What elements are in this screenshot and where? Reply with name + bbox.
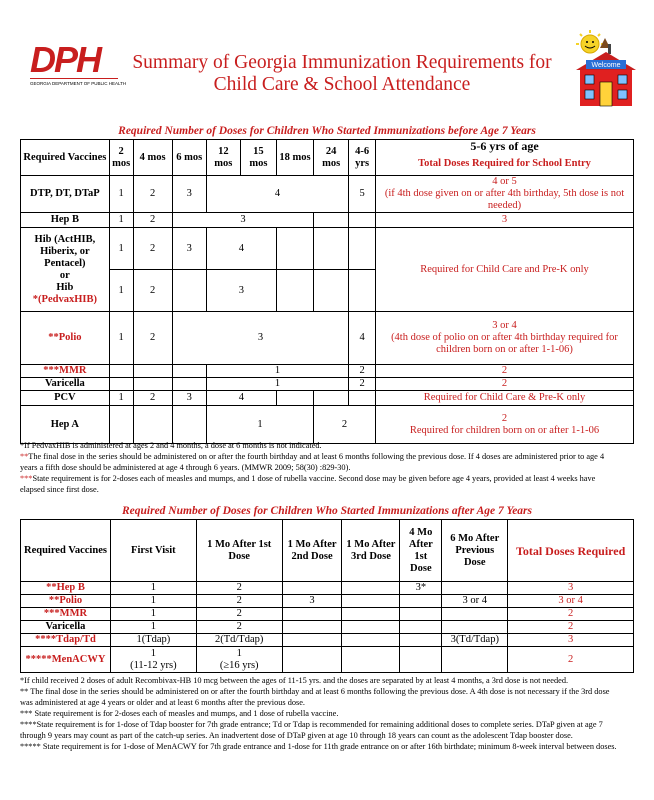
cell: 1 [109, 270, 133, 312]
row-name: Varicella [21, 378, 110, 391]
total-cell: Required for Child Care and Pre-K only [376, 228, 634, 312]
col-total-doses: Total Doses Required [508, 520, 634, 582]
note-mmr: ***State requirement is for 2-doses each of measles and mumps, and 1 dose of rubella vaccine. Second dose may be given before age 4 years, provided at least 4 weeks have elapsed since first dose. [20, 474, 596, 494]
title-line-1: Summary of Georgia Immunization Requirements for [132, 52, 552, 73]
cell [109, 365, 133, 378]
school-house-icon [568, 30, 642, 110]
cell: 2 [133, 176, 172, 213]
table-row [21, 176, 634, 213]
cell-value: 1 [236, 647, 242, 659]
row-name-text: *****MenACWY [25, 653, 106, 665]
cell: 1 [110, 608, 196, 621]
total-cell: Required for Child Care & Pre-K only [376, 391, 634, 406]
cell [196, 647, 282, 673]
row-name: ***MMR [21, 365, 110, 378]
cell [342, 582, 400, 595]
total-cell [376, 176, 634, 213]
table-row [21, 582, 634, 595]
col-6mo-after-previous: 6 Mo After Previous Dose [442, 520, 508, 582]
cell [342, 608, 400, 621]
col-1mo-after-1st: 1 Mo After 1st Dose [196, 520, 282, 582]
row-name-text: ****Tdap/Td [35, 634, 96, 645]
cell: 1 [206, 365, 348, 378]
row-name-text: **Polio [48, 595, 83, 606]
cell [314, 213, 349, 228]
welcome-sign: Welcome [591, 62, 621, 69]
total-value: 2 [501, 412, 508, 424]
cell: 4 [349, 312, 376, 365]
table-row [21, 634, 634, 647]
header [0, 0, 654, 120]
cell [314, 391, 349, 406]
cell [172, 378, 206, 391]
cell: 3(Td/Tdap) [442, 634, 508, 647]
cell: 1 [110, 621, 196, 634]
cell [172, 365, 206, 378]
cell: 2 [349, 365, 376, 378]
total-cell [376, 312, 634, 365]
col-12mos: 12 mos [206, 140, 240, 176]
cell: 1 [109, 176, 133, 213]
cell: 3 [172, 312, 348, 365]
col-first-visit: First Visit [110, 520, 196, 582]
total-cell: 2 [508, 621, 634, 634]
table-row [21, 213, 634, 228]
col-4mo-after-1st: 4 Mo After 1st Dose [400, 520, 442, 582]
total-cell: 3 [508, 582, 634, 595]
total-cell: 2 [376, 378, 634, 391]
cell: 2 [133, 391, 172, 406]
cell [400, 595, 442, 608]
hib-name-c: *(PedvaxHIB) [32, 293, 97, 305]
cell [349, 213, 376, 228]
cell: 2 [133, 213, 172, 228]
table-row [21, 621, 634, 634]
cell: 2 [133, 312, 172, 365]
cell [172, 406, 206, 444]
row-name [21, 608, 111, 621]
total-value: 3 or 4 [492, 320, 517, 331]
cell: 4 [206, 391, 276, 406]
table-row [21, 391, 634, 406]
cell-value: 1 [150, 647, 156, 659]
cell: 2 [314, 406, 376, 444]
cell: 3 [172, 213, 313, 228]
cell [110, 647, 196, 673]
cell [282, 634, 342, 647]
hib-or: or [59, 269, 70, 281]
total-cell: 3 [508, 634, 634, 647]
row-name [21, 647, 111, 673]
cell: 3 [172, 176, 206, 213]
cell: 3 [172, 228, 206, 270]
row-name: PCV [21, 391, 110, 406]
cell [342, 595, 400, 608]
note-hepb: *If child received 2 doses of adult Recombivax-HB 10 mcg between the ages of 11-15 yrs. and the doses are separated by at least 4 months, a 3rd dose is not needed. [20, 676, 569, 685]
cell [400, 608, 442, 621]
page-title [132, 52, 552, 96]
note-mmr2: *** State requirement is for 2-doses each of measles and mumps, and 1 dose of rubella vaccine. [20, 709, 339, 718]
row-name: Hep A [21, 406, 110, 444]
table-row [21, 312, 634, 365]
notes2 [20, 675, 620, 752]
col-required-vaccines: Required Vaccines [21, 520, 111, 582]
cell: 1 [109, 213, 133, 228]
cell [442, 582, 508, 595]
cell: 1(Tdap) [110, 634, 196, 647]
row-name [21, 634, 111, 647]
table-row [21, 378, 634, 391]
cell [342, 621, 400, 634]
cell [109, 406, 133, 444]
cell [442, 608, 508, 621]
cell: 2 [133, 228, 172, 270]
note-polio: **The final dose in the series should be administered on or after the fourth birthday and at least 6 months following the previous dose. If 4 doses are administered prior to age 4 years a fifth dose should be administered at age 4 through 6 years. (MMWR 2009; 58(30) :829-30). [20, 452, 605, 472]
col-total [376, 140, 634, 176]
cell [276, 391, 313, 406]
col-4mos: 4 mos [133, 140, 172, 176]
row-name: Varicella [21, 621, 111, 634]
note-tdap: ****State requirement is for 1-dose of Tdap booster for 7th grade entrance; Td or Tdap is recommended for remaining additional doses to complete series. DTaP given at age 7 through 9 years may count as part of the catch-up series. An inadvertent dose of DTaP given at age 10 through 18 years can count as the adolescent Tdap booster dose. [20, 720, 603, 740]
cell [314, 228, 349, 270]
cell [282, 608, 342, 621]
logo-text: DPH [30, 39, 101, 80]
cell [133, 378, 172, 391]
row-name-text: ***MMR [43, 608, 88, 619]
cell [133, 406, 172, 444]
cell [133, 365, 172, 378]
cell [442, 647, 508, 673]
cell: 1 [109, 312, 133, 365]
table-row [21, 365, 634, 378]
col-6mos: 6 mos [172, 140, 206, 176]
row-name-text: *Hep B [51, 582, 85, 593]
total-cell: 3 [376, 213, 634, 228]
table-row [21, 228, 634, 270]
cell: 3 [172, 391, 206, 406]
total-note: (if 4th dose given on or after 4th birthday, 5th dose is not needed) [384, 188, 625, 211]
table-row [21, 647, 634, 673]
col-required-vaccines: Required Vaccines [21, 140, 110, 176]
cell [349, 228, 376, 270]
col-24mos: 24 mos [314, 140, 349, 176]
cell [282, 582, 342, 595]
cell: 2 [196, 582, 282, 595]
cell: 1 [206, 378, 348, 391]
cell [276, 270, 313, 312]
table-row [21, 595, 634, 608]
col-15mos: 15 mos [240, 140, 276, 176]
title-line-2: Child Care & School Attendance [213, 74, 471, 95]
hib-name-b: Hib [56, 281, 74, 293]
col-2mos: 2 mos [109, 140, 133, 176]
cell: 2(Td/Tdap) [196, 634, 282, 647]
cell [276, 228, 313, 270]
note-menacwy: ***** State requirement is for 1-dose of MenACWY for 7th grade entrance and 1-dose for 11th grade entrance on or after 16th birthdate; minimum 8-week interval between doses. [20, 742, 617, 751]
cell: 1 [110, 595, 196, 608]
cell: 2 [349, 378, 376, 391]
total-note: (4th dose of polio on or after 4th birthday required for children born on or after 1-1-06) [391, 332, 618, 355]
cell [349, 270, 376, 312]
cell [442, 621, 508, 634]
cell: 3 or 4 [442, 595, 508, 608]
cell [314, 270, 349, 312]
cell [400, 647, 442, 673]
total-cell: 2 [508, 608, 634, 621]
table2 [20, 519, 634, 673]
cell: 3 [206, 270, 276, 312]
total-cell [376, 406, 634, 444]
cell [342, 634, 400, 647]
total-cell: 2 [376, 365, 634, 378]
cell [400, 634, 442, 647]
notes1 [20, 440, 620, 495]
table-row [21, 608, 634, 621]
dph-logo [30, 39, 127, 86]
row-name: **Hep B [21, 582, 111, 595]
total-header: Total Doses Required for School Entry [418, 158, 591, 169]
table1 [20, 139, 634, 444]
note-polio-text: The final dose in the series should be administered on or after the fourth birthday and at least 6 months following the previous dose. If 4 doses are administered prior to age 4 years a fifth dose should be administered at age 4 through 6 years. (MMWR 2009; 58(30) :829-30). [20, 452, 605, 472]
table2-heading: Required Number of Doses for Children Who Started Immunizations after Age 7 Years [121, 505, 532, 517]
cell [282, 647, 342, 673]
cell: 4 [206, 228, 276, 270]
cell [172, 270, 206, 312]
age-header: 5-6 yrs of age [470, 139, 539, 153]
row-name: Hep B [21, 213, 110, 228]
cell: 2 [196, 595, 282, 608]
hib-name-a: Hib (ActHIB, Hiberix, or Pentacel) [34, 233, 96, 269]
cell [349, 391, 376, 406]
total-value: 4 or 5 [492, 176, 517, 187]
total-cell: 3 or 4 [508, 595, 634, 608]
cell: 2 [196, 608, 282, 621]
cell: 5 [349, 176, 376, 213]
logo-subtitle: GEORGIA DEPARTMENT OF PUBLIC HEALTH [30, 81, 127, 86]
col-1mo-after-2nd: 1 Mo After 2nd Dose [282, 520, 342, 582]
cell: 4 [206, 176, 348, 213]
cell [342, 647, 400, 673]
total-cell: 2 [508, 647, 634, 673]
cell: 2 [196, 621, 282, 634]
cell: 2 [133, 270, 172, 312]
cell [400, 621, 442, 634]
cell: 1 [109, 228, 133, 270]
table-row [21, 406, 634, 444]
cell-note: (≥16 yrs) [219, 659, 259, 671]
col-4-6yrs: 4-6 yrs [349, 140, 376, 176]
cell: 1 [110, 582, 196, 595]
cell [109, 378, 133, 391]
row-name [21, 228, 110, 312]
note-pedvaxhib: *If PedvaxHIB is administered at ages 2 and 4 months, a dose at 6 months is not indicated. [20, 441, 322, 450]
cell: 1 [109, 391, 133, 406]
cell-note: (11-12 yrs) [130, 659, 177, 671]
col-18mos: 18 mos [276, 140, 313, 176]
row-name [21, 595, 111, 608]
note-mmr-text: State requirement is for 2-doses each of measles and mumps, and 1 dose of rubella vaccine. Second dose may be given before age 4 years, provided at least 4 weeks have elapsed since first dose. [20, 474, 596, 494]
polio-name: **Polio [48, 332, 82, 343]
total-note: Required for children born on or after 1-1-06 [409, 424, 600, 436]
col-1mo-after-3rd: 1 Mo After 3rd Dose [342, 520, 400, 582]
note-polio2: ** The final dose in the series should be administered on or after the fourth birthday and at least 6 months following the previous dose. A 4th dose is not necessary if the 3rd dose was administered at age 4 years or older and at least 6 months after the previous dose. [20, 687, 610, 707]
row-name: DTP, DT, DTaP [21, 176, 110, 213]
table1-heading: Required Number of Doses for Children Who Started Immunizations before Age 7 Years [118, 125, 536, 137]
cell: 3* [400, 582, 442, 595]
cell [282, 621, 342, 634]
cell: 3 [282, 595, 342, 608]
row-name [21, 312, 110, 365]
cell: 1 [206, 406, 313, 444]
